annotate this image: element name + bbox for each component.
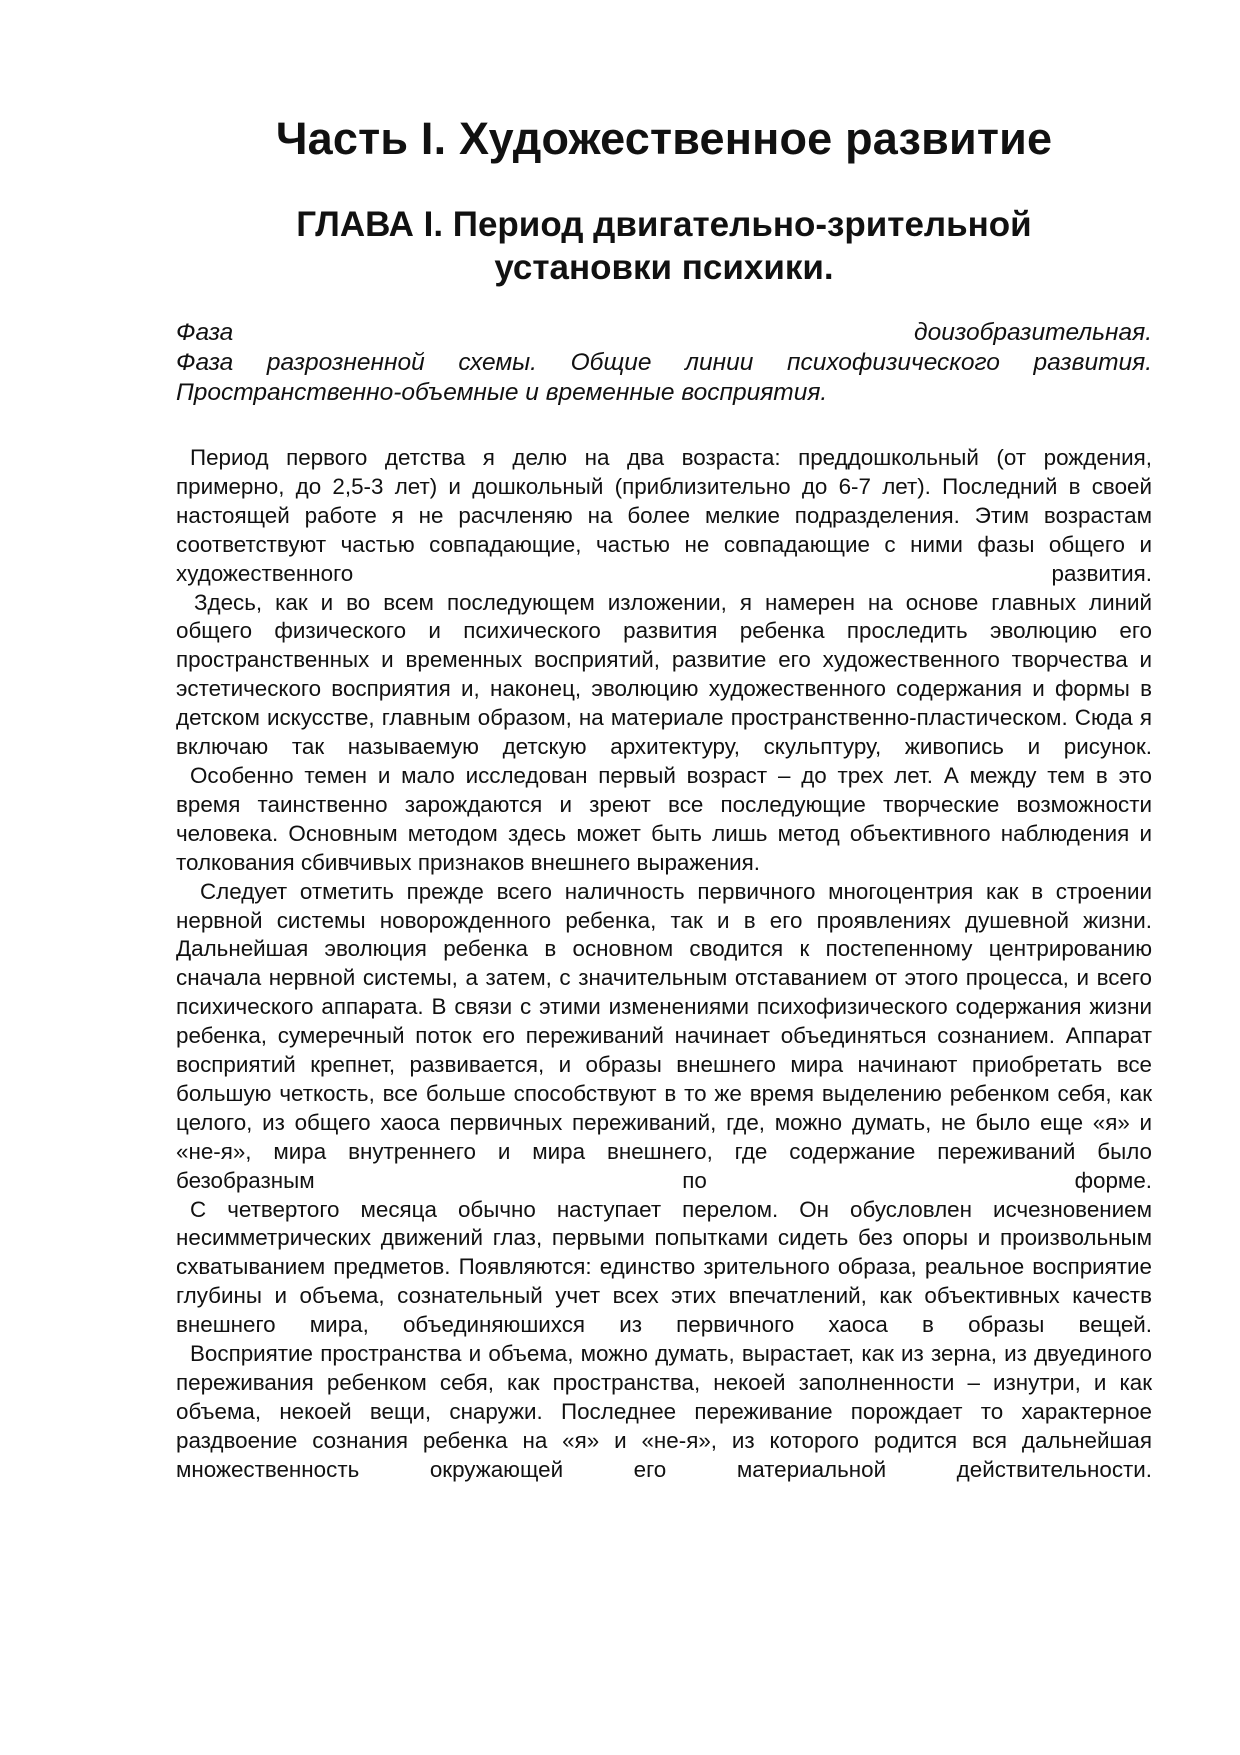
paragraph: Восприятие пространства и объема, можно думать, вырастает, как из зерна, из двуединого переживания ребенком себя, как пространства, некоей заполненности – изнутри, и как объема, некоей вещи, снаружи. Последнее переживание порождает то характерное раздвоение сознания ребенка на «я» и «не-я», из которого родится вся дальнейшая множественность окружающей его материальной действительности. xyxy=(176,1341,1152,1482)
paragraph: Следует отметить прежде всего наличность первичного многоцентрия как в строении нервной системы новорожденного ребенка, так и в его проявлениях душевной жизни. Дальнейшая эволюция ребенка в основном сводится к постепенному центрированию сначала нервной системы, а затем, с значительным отставанием от этого процесса, и всего психического аппарата. В связи с этими изменениями психофизического содержания жизни ребенка, сумеречный поток его переживаний начинает объединяться сознанием. Аппарат восприятий крепнет, развивается, и образы внешнего мира начинают приобретать все большую четкость, все больше способствуют в то же время выделению ребенком себя, как целого, из общего хаоса первичных переживаний, где, можно думать, не было еще «я» и «не-я», мира внутреннего и мира внешнего, где содержание переживаний было безобразным по форме. xyxy=(176,878,1152,1193)
subtitle-line: Фаза разрозненной схемы. Общие линии психофизического развития. xyxy=(176,349,1152,376)
chapter-title: ГЛАВА I. Период двигательно-зрительной установки психики. xyxy=(296,205,1032,287)
paragraph: Особенно темен и мало исследован первый возраст – до трех лет. А между тем в это время таинственно зарождаются и зреют все последующие творческие возможности человека. Основным методом здесь может быть лишь метод объективного наблюдения и толкования сбивчивых признаков внешнего выражения. xyxy=(176,762,1152,875)
part-title: Часть I. Художественное развитие xyxy=(275,113,1053,164)
subtitle-line: Фаза доизобразительная. xyxy=(176,319,1152,346)
subtitle-line: Пространственно-объемные и временные восприятия. xyxy=(176,379,828,406)
chapter-subtitle xyxy=(176,318,1152,408)
body-text xyxy=(176,444,1152,1485)
paragraph: Период первого детства я делю на два возраста: преддошкольный (от рождения, примерно, до 2,5-3 лет) и дошкольный (приблизительно до 6-7 лет). Последний в своей настоящей работе я не расчленяю на более мелкие подразделения. Этим возрастам соответствуют частью совпадающие, частью не совпадающие с ними фазы общего и художественного развития. xyxy=(176,445,1152,586)
paragraph: С четвертого месяца обычно наступает перелом. Он обусловлен исчезновением несимметрических движений глаз, первыми попытками сидеть без опоры и произвольным схватыванием предметов. Появляются: единство зрительного образа, реальное восприятие глубины и объема, сознательный учет всех этих впечатлений, как объективных качеств внешнего мира, объединяюшихся из первичного хаоса в образы вещей. xyxy=(176,1196,1152,1338)
paragraph: Здесь, как и во всем последующем изложении, я намерен на основе главных линий общего физического и психического развития ребенка проследить эволюцию его пространственных и временных восприятий, развитие его художественного творчества и эстетического восприятия и, наконец, эволюцию художественного содержания и формы в детском искусстве, главным образом, на материале пространственно-пластическом. Сюда я включаю так называемую детскую архитектуру, скульптуру, живопись и рисунок. xyxy=(176,589,1152,760)
